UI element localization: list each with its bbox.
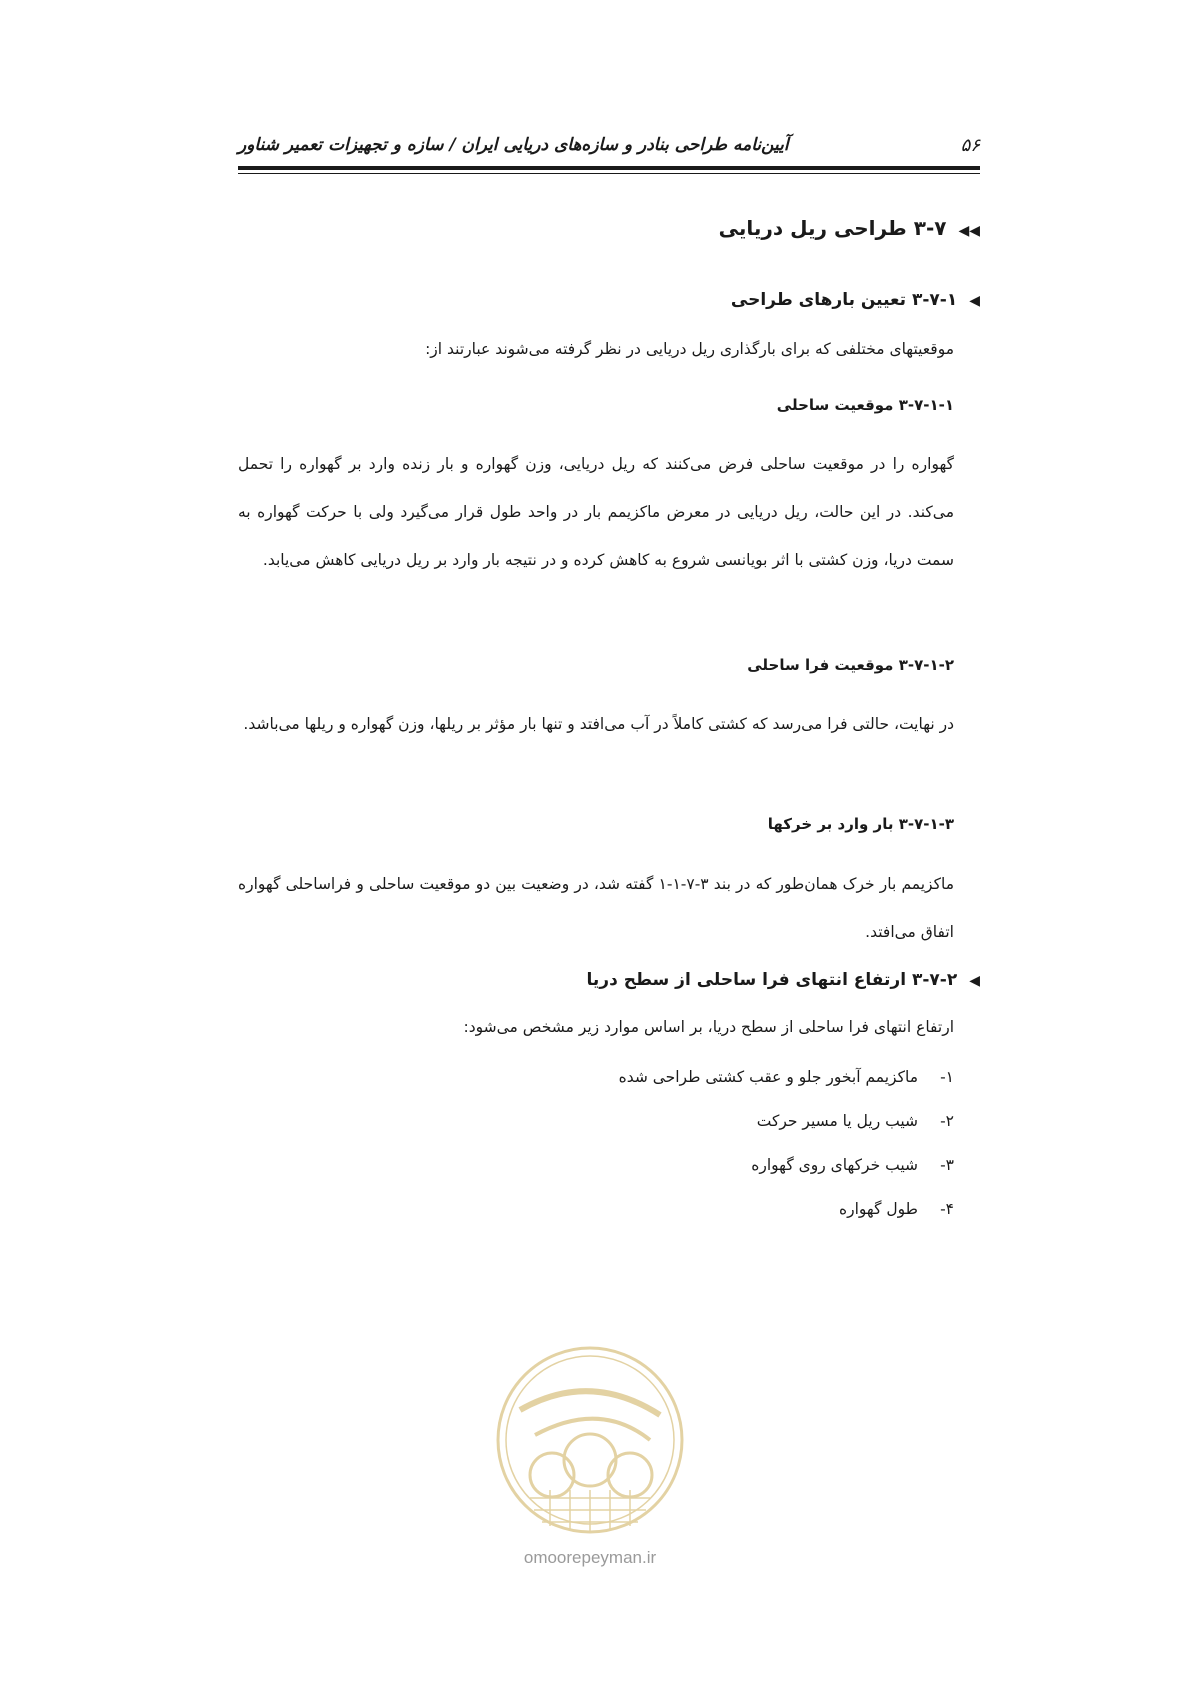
arrow-icon: ◀ [969,293,980,309]
header-title: آیین‌نامه طراحی بنادر و سازه‌های دریایی ایران / سازه و تجهیزات تعمیر شناور [238,135,789,155]
double-arrow-icon: ◀◀ [958,223,980,239]
header-rule-thick [238,166,980,170]
item-heading-2: ۳-۷-۱-۲ موقعیت فرا ساحلی [747,656,954,674]
list-item: ۳-شیب خرکهای روی گهواره [751,1156,954,1174]
header-rule-thin [238,173,980,174]
running-header [238,128,980,162]
item-body-2: در نهایت، حالتی فرا می‌رسد که کشتی کاملاً در آب می‌افتد و تنها بار مؤثر بر ریلها، وزن گهواره و ریلها می‌باشد. [243,715,954,733]
numbered-list [619,1055,954,1231]
page-number: ۵۶ [960,134,980,156]
item-body-1: گهواره را در موقعیت ساحلی فرض می‌کنند که ریل دریایی، وزن گهواره و بار زنده وارد بر گهواره را تحمل می‌کند. در این حالت، ریل دریایی در معرض ماکزیمم بار در واحد طول قرار می‌گیرد ولی با حرکت گهواره به سمت دریا، وزن کشتی با اثر بویانسی شروع به کاهش کرده و در نتیجه بار وارد بر ریل دریایی کاهش می‌یابد. [238,455,954,569]
list-item: ۲-شیب ریل یا مسیر حرکت [756,1112,954,1130]
subsection-heading-1 [731,290,980,310]
section-heading [719,216,980,240]
item-heading-1: ۳-۷-۱-۱ موقعیت ساحلی [776,396,954,414]
subsection-intro: ارتفاع انتهای فرا ساحلی از سطح دریا، بر اساس موارد زیر مشخص می‌شود: [463,1018,954,1036]
subsection-heading-2 [587,970,980,990]
subsection-intro: موقعیتهای مختلفی که برای بارگذاری ریل دریایی در نظر گرفته می‌شوند عبارتند از: [425,340,954,358]
item-body-3: ماکزیمم بار خرک همان‌طور که در بند ۳-۷-۱-۱ گفته شد، در وضعیت بین دو موقعیت ساحلی و فراساحلی گهواره اتفاق می‌افتد. [238,875,955,941]
arrow-icon: ◀ [969,973,980,989]
watermark-url: omoorepeyman.ir [523,1548,657,1567]
section-title: ۳-۷ طراحی ریل دریایی [718,216,947,240]
subsection-title: ۳-۷-۱ تعیین بارهای طراحی [730,290,958,310]
subsection-title: ۳-۷-۲ ارتفاع انتهای فرا ساحلی از سطح دریا [586,970,958,990]
watermark-seal-icon [490,1340,690,1545]
list-item: ۱-ماکزیمم آبخور جلو و عقب کشتی طراحی شده [618,1068,954,1086]
item-heading-3: ۳-۷-۱-۳ بار وارد بر خرکها [767,815,954,833]
list-item: ۴-طول گهواره [839,1200,954,1218]
